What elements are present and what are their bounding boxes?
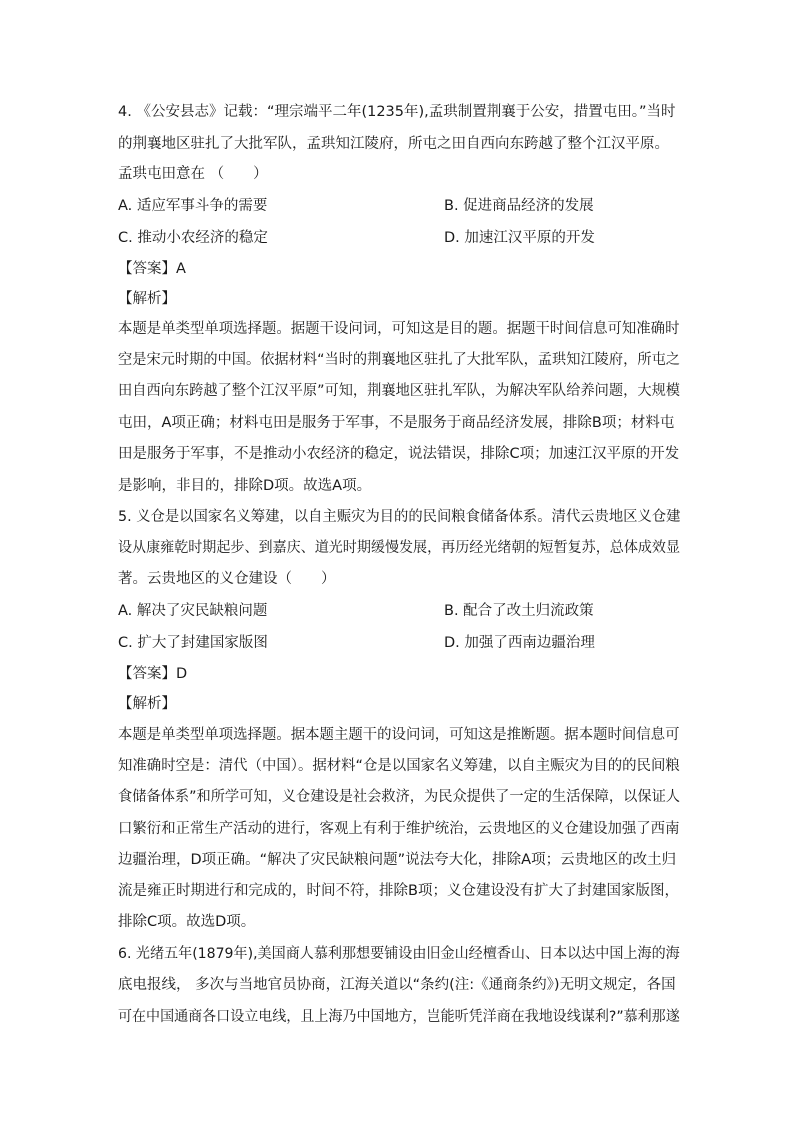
q5-stem-line-3: 著。云贵地区的义仓建设（ ）	[118, 571, 336, 587]
q5-analysis-line-7: 排除C项。故选D项。	[118, 914, 256, 930]
q5-analysis-label: 【解析】	[118, 696, 176, 712]
q4-option-a: A. 适应军事斗争的需要	[118, 198, 268, 214]
q5-stem-line-2: 设从康雍乾时期起步、到嘉庆、道光时期缓慢发展，再历经光绪朝的短暂复苏，总体成效显	[118, 540, 681, 556]
q5-option-c: C. 扩大了封建国家版图	[118, 635, 268, 651]
q5-stem-line-1: 5. 义仓是以国家名义筹建，以自主赈灾为目的的民间粮食储备体系。清代云贵地区义仓建	[118, 509, 681, 525]
q5-answer: 【答案】D	[118, 666, 188, 682]
q5-option-d: D. 加强了西南边疆治理	[444, 635, 595, 651]
q5-analysis-line-5: 边疆治理，D项正确。“解决了灾民缺粮问题”说法夸大化，排除A项；云贵地区的改土归	[118, 852, 677, 868]
q4-option-b: B. 促进商品经济的发展	[444, 198, 594, 214]
q4-stem-line-2: 的荆襄地区驻扎了大批军队，孟珙知江陵府，所屯之田自西向东跨越了整个江汉平原。	[118, 136, 669, 152]
q6-stem-line-3: 可在中国通商各口设立电线，且上海乃中国地方，岂能听凭洋商在我地设线谋利?”慕利那遂	[118, 1009, 680, 1025]
q4-analysis-line-3: 田自西向东跨越了整个江汉平原”可知，荆襄地区驻扎军队，为解决军队给养问题，大规模	[118, 383, 681, 399]
q4-stem-line-1: 4. 《公安县志》记载：“理宗端平二年(1235年),孟珙制置荆襄于公安，措置屯田。”当时	[118, 104, 676, 120]
q6-stem-line-2: 底电报线， 多次与当地官员协商，江海关道以“条约(注:《通商条约》)无明文规定，各国	[118, 977, 676, 993]
q5-analysis-line-4: 口繁衍和正常生产活动的进行，客观上有利于维护统治，云贵地区的义仓建设加强了西南	[118, 821, 680, 837]
q5-analysis-line-1: 本题是单类型单项选择题。据本题主题干的设问词，可知这是推断题。据本题时间信息可	[118, 727, 680, 743]
q4-analysis-line-4: 屯田，A项正确；材料屯田是服务于军事，不是服务于商品经济发展，排除B项；材料屯	[118, 415, 675, 431]
q4-analysis-line-6: 是影响，非目的，排除D项。故选A项。	[118, 478, 372, 494]
q5-analysis-line-2: 知准确时空是：清代（中国）。据材料“仓是以国家名义筹建，以自主赈灾为目的的民间粮	[118, 758, 680, 774]
q4-option-c: C. 推动小农经济的稳定	[118, 230, 268, 246]
q5-option-a: A. 解决了灾民缺粮问题	[118, 603, 268, 619]
q4-answer: 【答案】A	[118, 261, 186, 277]
q4-analysis-line-5: 田是服务于军事，不是推动小农经济的稳定，说法错误，排除C项；加速江汉平原的开发	[118, 446, 680, 462]
q6-stem-line-1: 6. 光绪五年(1879年),美国商人慕利那想要铺设由旧金山经檀香山、日本以达中国上海的海	[118, 946, 680, 962]
q5-option-b: B. 配合了改土归流政策	[444, 603, 594, 619]
q5-analysis-line-3: 食储备体系”和所学可知，义仓建设是社会救济，为民众提供了一定的生活保障，以保证人	[118, 789, 681, 805]
q4-analysis-line-2: 空是宋元时期的中国。依据材料“当时的荆襄地区驻扎了大批军队，孟珙知江陵府，所屯之	[118, 352, 681, 368]
q4-stem-line-3: 孟珙屯田意在 （ ）	[118, 166, 268, 182]
q4-analysis-line-1: 本题是单类型单项选择题。据题干设问词，可知这是目的题。据题干时间信息可知准确时	[118, 321, 680, 337]
q4-option-d: D. 加速江汉平原的开发	[444, 230, 595, 246]
q5-analysis-line-6: 流是雍正时期进行和完成的，时间不符，排除B项；义仓建设没有扩大了封建国家版图，	[118, 883, 679, 899]
q4-analysis-label: 【解析】	[118, 291, 176, 307]
